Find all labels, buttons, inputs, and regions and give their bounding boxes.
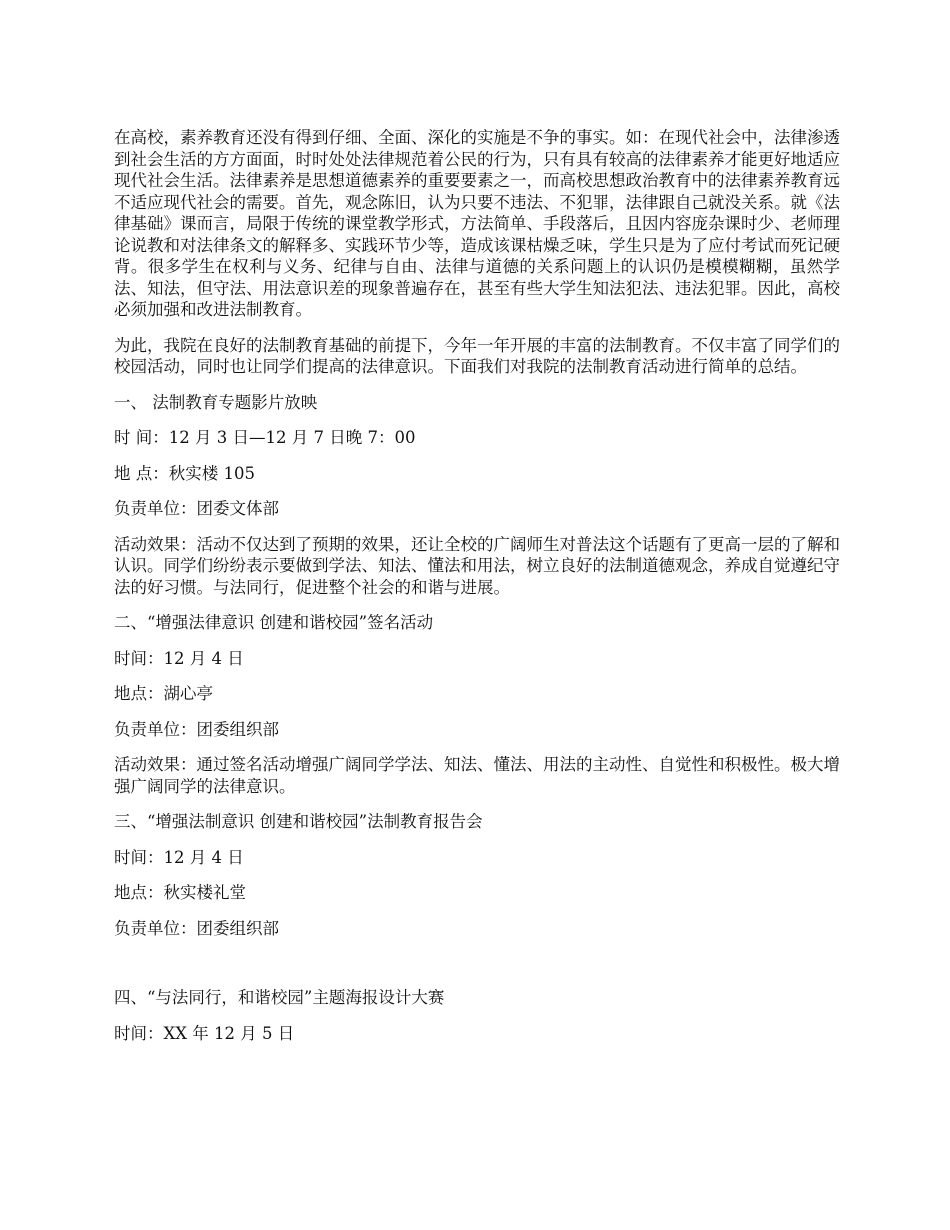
section-4 bbox=[114, 987, 840, 1044]
section-4-time: 时间：XX 年 12 月 5 日 bbox=[114, 1023, 295, 1043]
section-4-heading: 四、“与法同行，和谐校园”主题海报设计大赛 bbox=[114, 988, 445, 1007]
blank-line bbox=[114, 953, 840, 987]
section-2-effect: 活动效果：通过签名活动增强广阔同学学法、知法、懂法、用法的主动性、自觉性和积极性。极大增强广阔同学的法律意识。 bbox=[114, 755, 840, 796]
section-1-unit: 负责单位：团委文体部 bbox=[114, 499, 279, 518]
section-2-place: 地点：湖心亭 bbox=[114, 684, 213, 703]
document-body bbox=[114, 127, 840, 1058]
section-3-place: 地点：秋实楼礼堂 bbox=[114, 883, 246, 902]
section-3 bbox=[114, 811, 840, 939]
section-1 bbox=[114, 392, 840, 599]
section-1-time: 时 间：12 月 3 日—12 月 7 日晚 7：00 bbox=[114, 428, 416, 447]
section-1-place: 地 点：秋实楼 105 bbox=[114, 463, 255, 483]
intro-paragraph-1: 在高校，素养教育还没有得到仔细、全面、深化的实施是不争的事实。如：在现代社会中，法律渗透到社会生活的方方面面，时时处处法律规范着公民的行为，只有具有较高的法律素养才能更好地适应现代社会生活。法律素养是思想道德素养的重要要素之一，而高校思想政治教育中的法律素养教育远不适应现代社会的需要。首先，观念陈旧，认为只要不违法、不犯罪，法律跟自己就没关系。就《法律基础》课而言，局限于传统的课堂教学形式，方法简单、手段落后，且因内容庞杂课时少、老师理论说教和对法律条文的解释多、实践环节少等，造成该课枯燥乏味，学生只是为了应付考试而死记硬背。很多学生在权利与义务、纪律与自由、法律与道德的关系问题上的认识仍是模模糊糊，虽然学法、知法，但守法、用法意识差的现象普遍存在，甚至有些大学生知法犯法、违法犯罪。因此，高校必须加强和改进法制教育。 bbox=[114, 128, 840, 319]
section-1-effect: 活动效果：活动不仅达到了预期的效果，还让全校的广阔师生对普法这个话题有了更高一层的了解和认识。同学们纷纷表示要做到学法、知法、懂法和用法，树立良好的法制道德观念，养成自觉遵纪守法的好习惯。与法同行，促进整个社会的和谐与进展。 bbox=[114, 534, 840, 597]
section-2-heading: 二、“增强法律意识 创建和谐校园”签名活动 bbox=[114, 613, 434, 632]
section-3-heading: 三、“增强法制意识 创建和谐校园”法制教育报告会 bbox=[114, 812, 483, 831]
intro-paragraph-2: 为此，我院在良好的法制教育基础的前提下，今年一年开展的丰富的法制教育。不仅丰富了同学们的校园活动，同时也让同学们提高的法律意识。下面我们对我院的法制教育活动进行简单的总结。 bbox=[114, 335, 840, 376]
section-3-time: 时间：12 月 4 日 bbox=[114, 847, 244, 867]
section-2 bbox=[114, 612, 840, 797]
section-1-heading: 一、 法制教育专题影片放映 bbox=[114, 392, 318, 412]
section-2-time: 时间：12 月 4 日 bbox=[114, 648, 244, 668]
section-2-unit: 负责单位：团委组织部 bbox=[114, 719, 279, 739]
section-3-unit: 负责单位：团委组织部 bbox=[114, 918, 279, 938]
